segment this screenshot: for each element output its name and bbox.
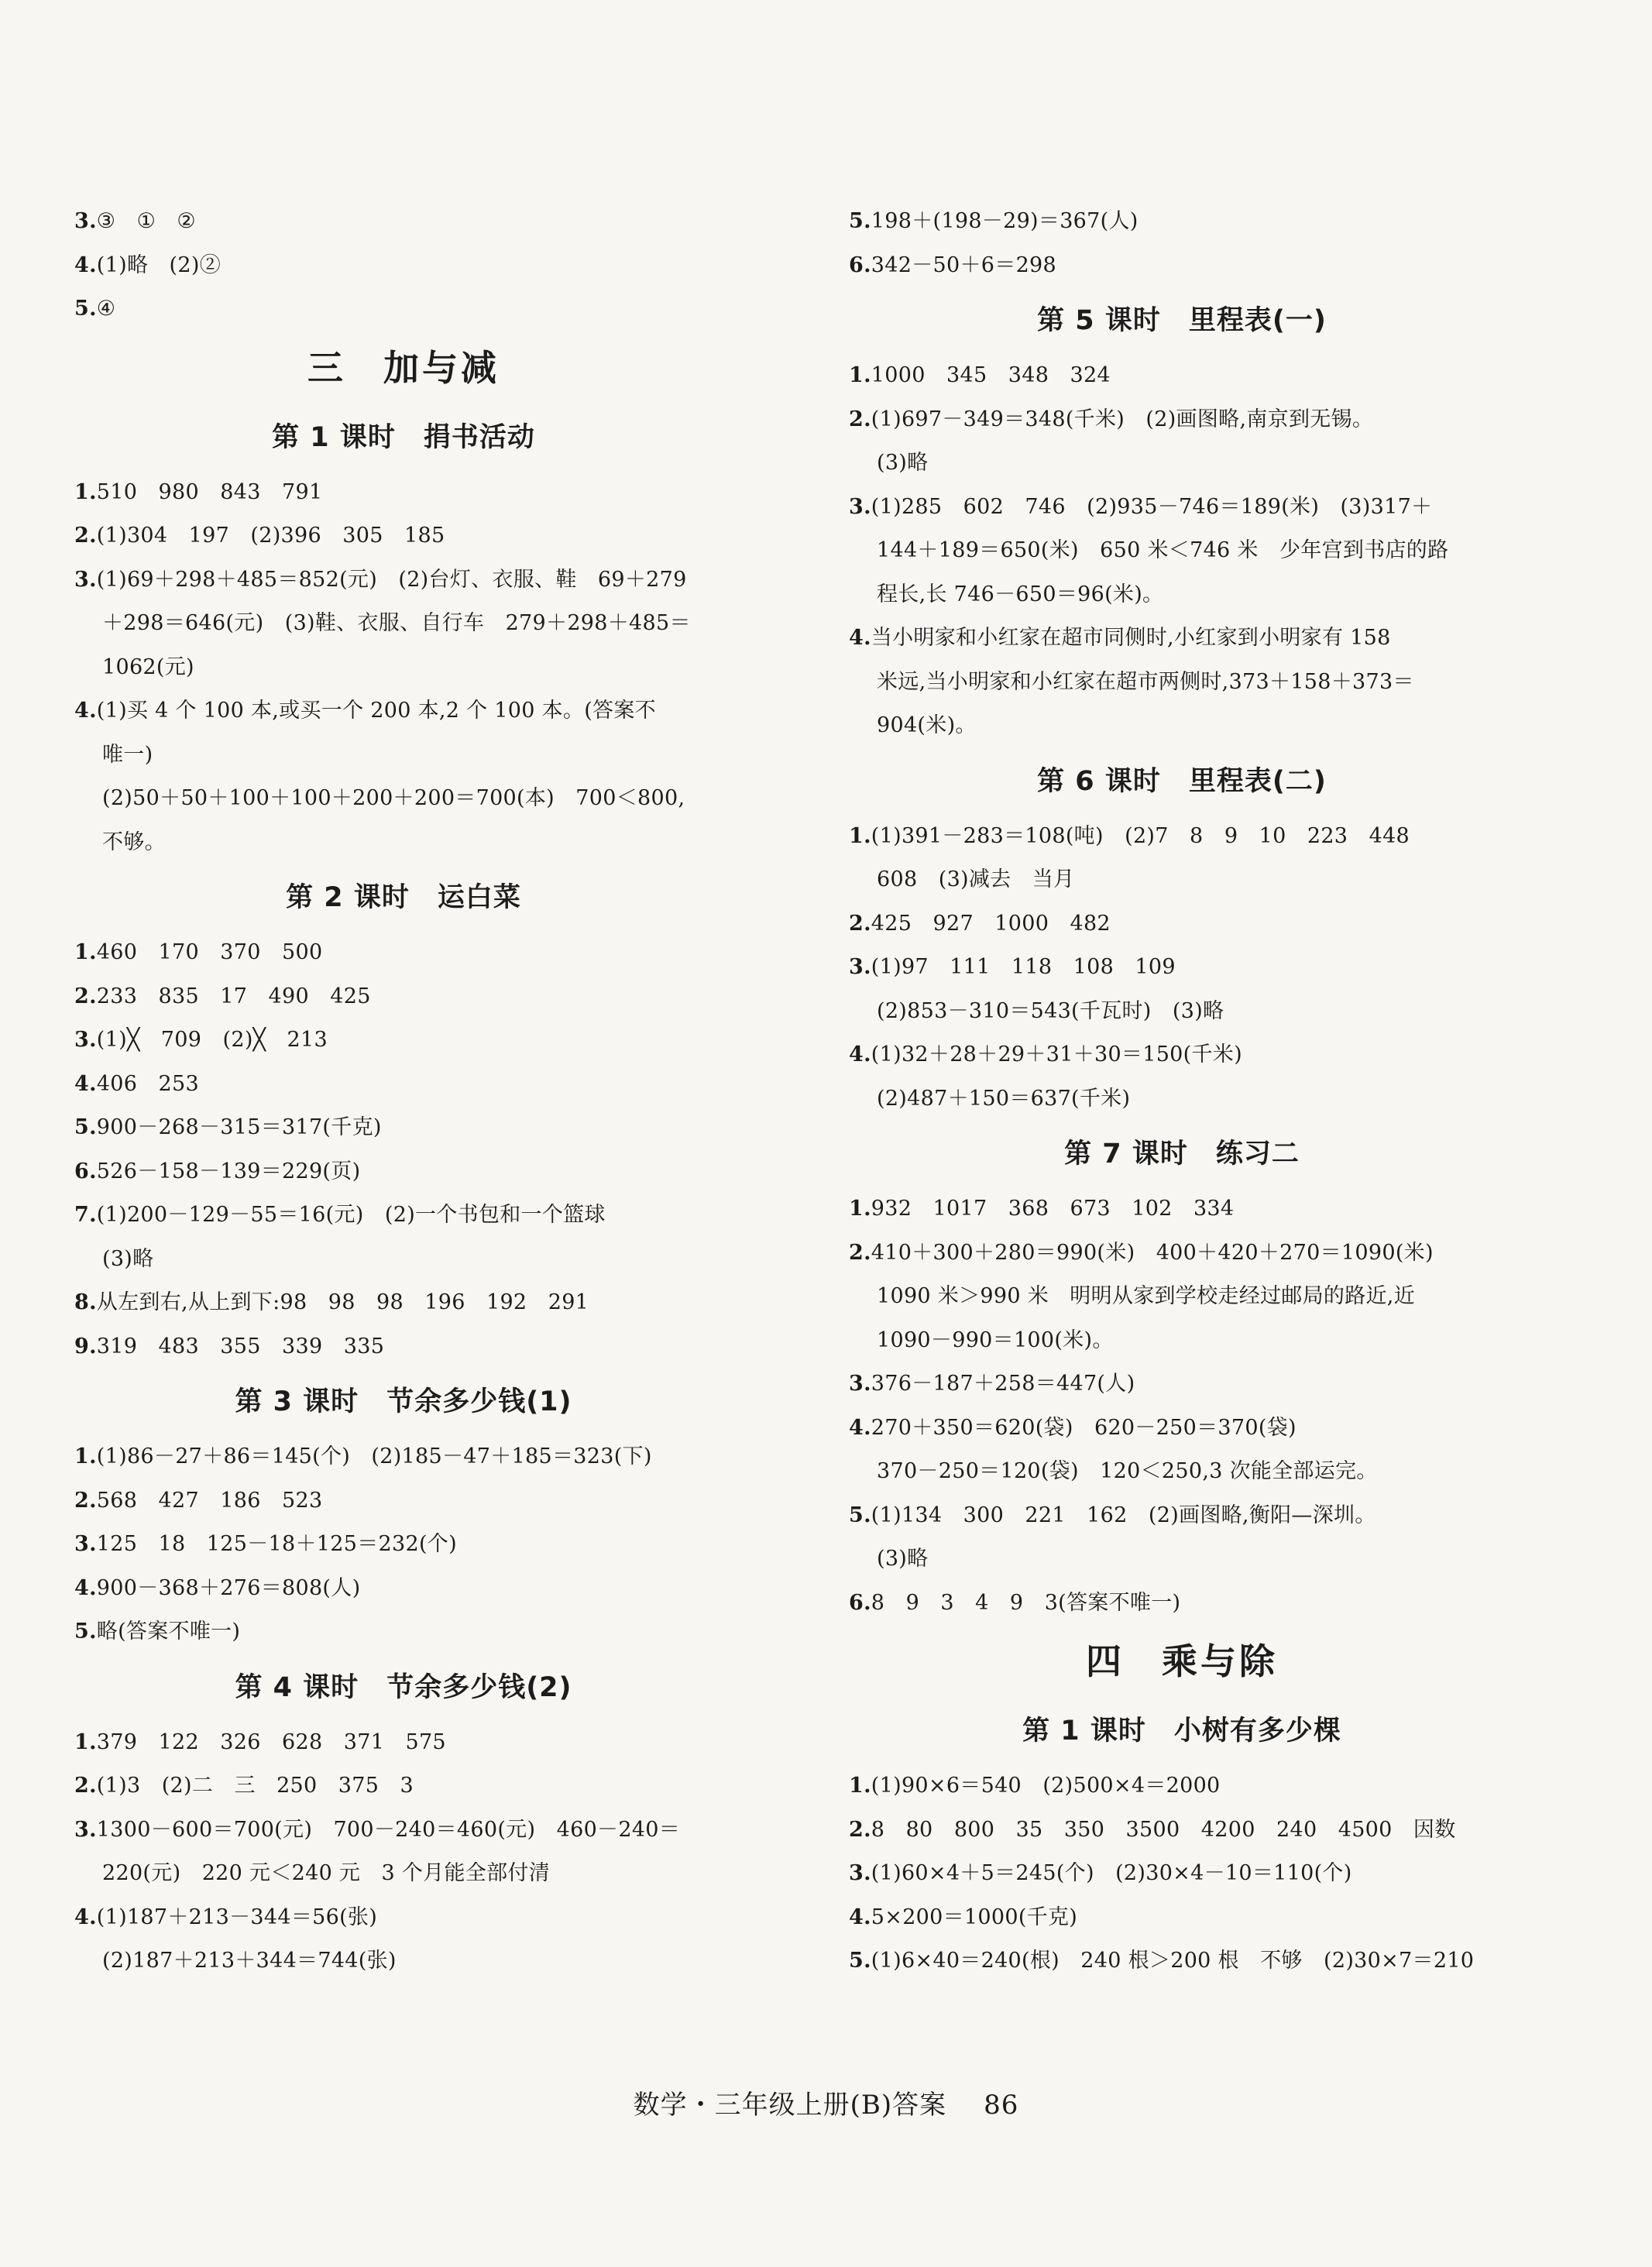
answer-continuation: (3)略: [877, 1547, 929, 1571]
answer-line: [74, 1808, 733, 1853]
question-number: 3.: [74, 1532, 97, 1556]
answer-line: [849, 1033, 1515, 1077]
answer-text: 342－50＋6＝298: [871, 252, 1057, 277]
answer-text: 233 835 17 490 425: [96, 984, 371, 1008]
question-number: 1.: [849, 1774, 871, 1798]
question-number: 4.: [849, 1042, 871, 1067]
question-number: 3.: [849, 1372, 871, 1396]
question-number: 5.: [849, 209, 871, 233]
answer-line: [849, 946, 1515, 990]
answer-text: 379 122 326 628 371 575: [96, 1729, 446, 1754]
answer-text: 568 427 186 523: [96, 1488, 323, 1513]
answer-text: 510 980 843 791: [96, 479, 323, 504]
question-number: 4.: [849, 626, 871, 650]
answer-text: 当小明家和小红家在超市同侧时,小红家到小明家有 158: [871, 626, 1391, 650]
answer-continuation: 不够。: [102, 830, 166, 854]
question-number: 1.: [74, 1444, 97, 1468]
question-number: 3.: [74, 1817, 97, 1842]
question-number: 2.: [74, 984, 97, 1008]
answer-text: (1)200－129－55＝16(元) (2)一个书包和一个篮球: [96, 1203, 606, 1227]
answer-continuation: 370－250＝120(袋) 120＜250,3 次能全部运完。: [877, 1459, 1378, 1483]
question-number: 6.: [849, 1590, 871, 1615]
question-number: 2.: [74, 524, 97, 548]
question-number: 3.: [849, 494, 871, 519]
unit-name: 乘与除: [1162, 1640, 1278, 1682]
question-number: 2.: [849, 407, 871, 431]
page-number: 86: [984, 2090, 1019, 2121]
lesson-title: 第 6 课时 里程表(二): [1037, 765, 1327, 797]
answer-line: [74, 1610, 733, 1654]
top-items-left: [74, 200, 733, 331]
answer-text: (1)697－349＝348(千米) (2)画图略,南京到无锡。: [871, 407, 1374, 431]
answer-text: 270＋350＝620(袋) 620－250＝370(袋): [871, 1415, 1297, 1440]
answer-line: [74, 1721, 733, 1765]
answer-text: 125 18 125－18＋125＝232(个): [96, 1532, 457, 1556]
question-number: 5.: [74, 297, 97, 321]
right-column: [849, 200, 1515, 1984]
answer-text: (1)3 (2)二 三 250 375 3: [96, 1774, 414, 1798]
question-number: 6.: [74, 1159, 97, 1183]
answer-continuation: 程长,长 746－650＝96(米)。: [877, 582, 1164, 606]
answer-continuation: 220(元) 220 元＜240 元 3 个月能全部付清: [102, 1861, 550, 1885]
answer-text: 1300－600＝700(元) 700－240＝460(元) 460－240＝: [96, 1817, 681, 1842]
question-number: 2.: [849, 1240, 871, 1265]
answer-continuation: (2)853－310＝543(千瓦时) (3)略: [877, 998, 1224, 1023]
answer-text: 319 483 355 339 335: [96, 1334, 385, 1358]
question-number: 9.: [74, 1334, 97, 1358]
answer-text: 198＋(198－29)＝367(人): [871, 209, 1139, 233]
answer-line: [74, 244, 733, 288]
answer-line: [74, 1063, 733, 1107]
answer-text: (1)134 300 221 162 (2)画图略,衡阳—深圳。: [871, 1503, 1376, 1527]
question-number: 8.: [74, 1290, 97, 1314]
left-column: [74, 200, 733, 1984]
question-number: 5.: [74, 1115, 97, 1139]
answer-continuation: (3)略: [877, 451, 929, 475]
answer-text: 932 1017 368 673 102 334: [871, 1197, 1235, 1221]
lesson-title: 第 2 课时 运白菜: [286, 882, 521, 913]
answer-line: [74, 1896, 733, 1940]
answer-line: [74, 1523, 733, 1567]
unit-title-4: [849, 1625, 1515, 1698]
answer-line: [849, 1764, 1515, 1808]
footer-subject: 数学・三年级上册(B)答案: [633, 2090, 947, 2121]
answer-continuation: 1090 米＞990 米 明明从家到学校走经过邮局的路近,近: [877, 1284, 1415, 1308]
answer-text: 460 170 370 500: [96, 940, 323, 964]
answer-continuation: 1062(元): [102, 654, 194, 679]
answer-continuation: 唯一): [102, 742, 153, 767]
answer-continuation: (2)50＋50＋100＋100＋200＋200＝700(本) 700＜800,: [102, 786, 685, 810]
answer-line: [74, 1325, 733, 1369]
answer-text: (1)187＋213－344＝56(张): [96, 1905, 378, 1929]
answer-line: [849, 354, 1515, 398]
question-number: 3.: [74, 1028, 97, 1052]
lesson-title: 第 1 课时 捐书活动: [272, 421, 535, 453]
answer-text: 406 253: [96, 1071, 199, 1096]
question-number: 2.: [74, 1488, 97, 1513]
answer-line: [849, 398, 1515, 442]
answer-line: [849, 815, 1515, 859]
question-number: 6.: [849, 252, 871, 277]
question-number: 4.: [74, 1575, 97, 1600]
question-number: 3.: [74, 209, 97, 233]
question-number: 4.: [74, 252, 97, 277]
answer-line: [74, 1281, 733, 1325]
answer-text: (1)391－283＝108(吨) (2)7 8 9 10 223 448: [871, 823, 1410, 848]
question-number: 5.: [849, 1503, 871, 1527]
answer-text: (1)略 (2)②: [96, 252, 221, 277]
answer-text: (1)97 111 118 108 109: [871, 955, 1176, 979]
answer-line: [849, 902, 1515, 946]
answer-text: 900－268－315＝317(千克): [96, 1115, 382, 1139]
answer-text: (1)86－27＋86＝145(个) (2)185－47＋185＝323(下): [96, 1444, 652, 1468]
answer-text: (1)69＋298＋485＝852(元) (2)台灯、衣服、鞋 69＋279: [96, 567, 687, 592]
unit-title-3: [74, 331, 733, 404]
answer-text: 1000 345 348 324: [871, 363, 1111, 387]
answer-continuation: (3)略: [102, 1246, 154, 1271]
question-number: 2.: [849, 911, 871, 936]
answer-continuation: 144＋189＝650(米) 650 米＜746 米 少年宫到书店的路: [877, 538, 1449, 562]
answer-line: [74, 1567, 733, 1611]
page-footer: [0, 2083, 1652, 2121]
lesson-title: 第 1 课时 小树有多少棵: [1022, 1716, 1341, 1747]
question-number: 4.: [74, 1905, 97, 1929]
lesson-answers: [849, 815, 1515, 1121]
answer-line: [74, 514, 733, 558]
answer-text: 8 80 800 35 350 3500 4200 240 4500 因数: [871, 1817, 1456, 1842]
question-number: 1.: [74, 1729, 97, 1754]
answer-text: 410＋300＋280＝990(米) 400＋420＋270＝1090(米): [871, 1240, 1434, 1265]
answer-line: [74, 471, 733, 515]
answer-text: 8 9 3 4 9 3(答案不唯一): [871, 1590, 1181, 1615]
answer-line: [849, 1808, 1515, 1853]
answer-text: (1)6×40＝240(根) 240 根＞200 根 不够 (2)30×7＝210: [871, 1949, 1475, 1973]
question-number: 5.: [74, 1620, 97, 1644]
answer-text: 900－368＋276＝808(人): [96, 1575, 361, 1600]
answer-text: (1)32＋28＋29＋31＋30＝150(千米): [871, 1042, 1242, 1067]
answer-line: [74, 1435, 733, 1479]
question-number: 3.: [74, 567, 97, 592]
answer-line: [849, 1407, 1515, 1451]
top-items-right: [849, 200, 1515, 287]
answer-continuation: ＋298＝646(元) (3)鞋、衣服、自行车 279＋298＋485＝: [102, 611, 691, 635]
question-number: 1.: [849, 1197, 871, 1221]
answer-continuation: 1090－990＝100(米)。: [877, 1328, 1114, 1352]
answer-continuation: (2)487＋150＝637(千米): [877, 1086, 1131, 1111]
question-number: 1.: [74, 940, 97, 964]
answer-text: (1)买 4 个 100 本,或买一个 200 本,2 个 100 本。(答案不: [96, 699, 656, 723]
question-number: 2.: [849, 1817, 871, 1842]
lesson-answers: [74, 931, 733, 1369]
unit-name: 加与减: [383, 346, 500, 389]
answer-line: [74, 558, 733, 603]
lesson-answers: [74, 1721, 733, 1984]
answer-continuation: 米远,当小明家和小红家在超市两侧时,373＋158＋373＝: [877, 669, 1414, 694]
answer-text: 从左到右,从上到下:98 98 98 196 192 291: [96, 1290, 589, 1314]
answer-text: ③ ① ②: [96, 209, 196, 233]
answer-text: (1)╳ 709 (2)╳ 213: [96, 1028, 328, 1052]
lesson-title: 第 5 课时 里程表(一): [1037, 305, 1327, 336]
question-number: 4.: [849, 1415, 871, 1440]
answer-line: [849, 1939, 1515, 1984]
answer-continuation: (2)187＋213＋344＝744(张): [102, 1949, 397, 1973]
question-number: 1.: [849, 363, 871, 387]
answer-line: [74, 1479, 733, 1523]
answer-line: [849, 1582, 1515, 1626]
answer-text: 425 927 1000 482: [871, 911, 1111, 936]
answer-line: [849, 1362, 1515, 1407]
question-number: 1.: [74, 479, 97, 504]
answer-line: [74, 287, 733, 331]
lesson-answers: [849, 354, 1515, 748]
answer-line: [74, 1018, 733, 1063]
lesson-title: 第 7 课时 练习二: [1064, 1139, 1300, 1170]
unit-number: 四: [1086, 1640, 1125, 1682]
question-number: 4.: [74, 1071, 97, 1096]
answer-line: [74, 1194, 733, 1238]
answer-text: 526－158－139＝229(页): [96, 1159, 361, 1183]
lesson-answers: [849, 1764, 1515, 1984]
answer-text: (1)90×6＝540 (2)500×4＝2000: [871, 1774, 1221, 1798]
answer-text: 376－187＋258＝447(人): [871, 1372, 1135, 1396]
answer-continuation: 904(米)。: [877, 713, 977, 737]
answer-text: (1)285 602 746 (2)935－746＝189(米) (3)317＋: [871, 494, 1433, 519]
answer-line: [849, 617, 1515, 661]
answer-line: [849, 200, 1515, 244]
answer-line: [74, 931, 733, 975]
question-number: 1.: [849, 823, 871, 848]
question-number: 3.: [849, 1861, 871, 1885]
answer-text: (1)60×4＋5＝245(个) (2)30×4－10＝110(个): [871, 1861, 1352, 1885]
question-number: 3.: [849, 955, 871, 979]
lesson-answers: [74, 471, 733, 865]
answer-line: [849, 1896, 1515, 1940]
answer-continuation: 608 (3)减去 当月: [877, 867, 1075, 891]
answer-text: 略(答案不唯一): [96, 1620, 241, 1644]
lesson-answers: [74, 1435, 733, 1654]
unit-number: 三: [307, 346, 346, 389]
answer-text: ④: [96, 297, 116, 321]
question-number: 2.: [74, 1774, 97, 1798]
answer-text: 5×200＝1000(千克): [871, 1905, 1078, 1929]
answer-line: [74, 975, 733, 1019]
question-number: 5.: [849, 1949, 871, 1973]
answer-line: [74, 200, 733, 244]
answer-line: [849, 1852, 1515, 1896]
answer-line: [74, 689, 733, 733]
answer-line: [849, 486, 1515, 530]
answer-line: [849, 1187, 1515, 1231]
lesson-title: 第 3 课时 节余多少钱(1): [235, 1386, 572, 1417]
answer-text: (1)304 197 (2)396 305 185: [96, 524, 445, 548]
answer-line: [74, 1150, 733, 1194]
lesson-answers: [849, 1187, 1515, 1625]
question-number: 4.: [849, 1905, 871, 1929]
answer-line: [74, 1106, 733, 1150]
answer-line: [849, 1494, 1515, 1538]
answer-line: [849, 244, 1515, 288]
question-number: 7.: [74, 1203, 97, 1227]
answer-line: [849, 1231, 1515, 1276]
lesson-title: 第 4 课时 节余多少钱(2): [235, 1671, 572, 1703]
question-number: 4.: [74, 699, 97, 723]
answer-line: [74, 1764, 733, 1808]
